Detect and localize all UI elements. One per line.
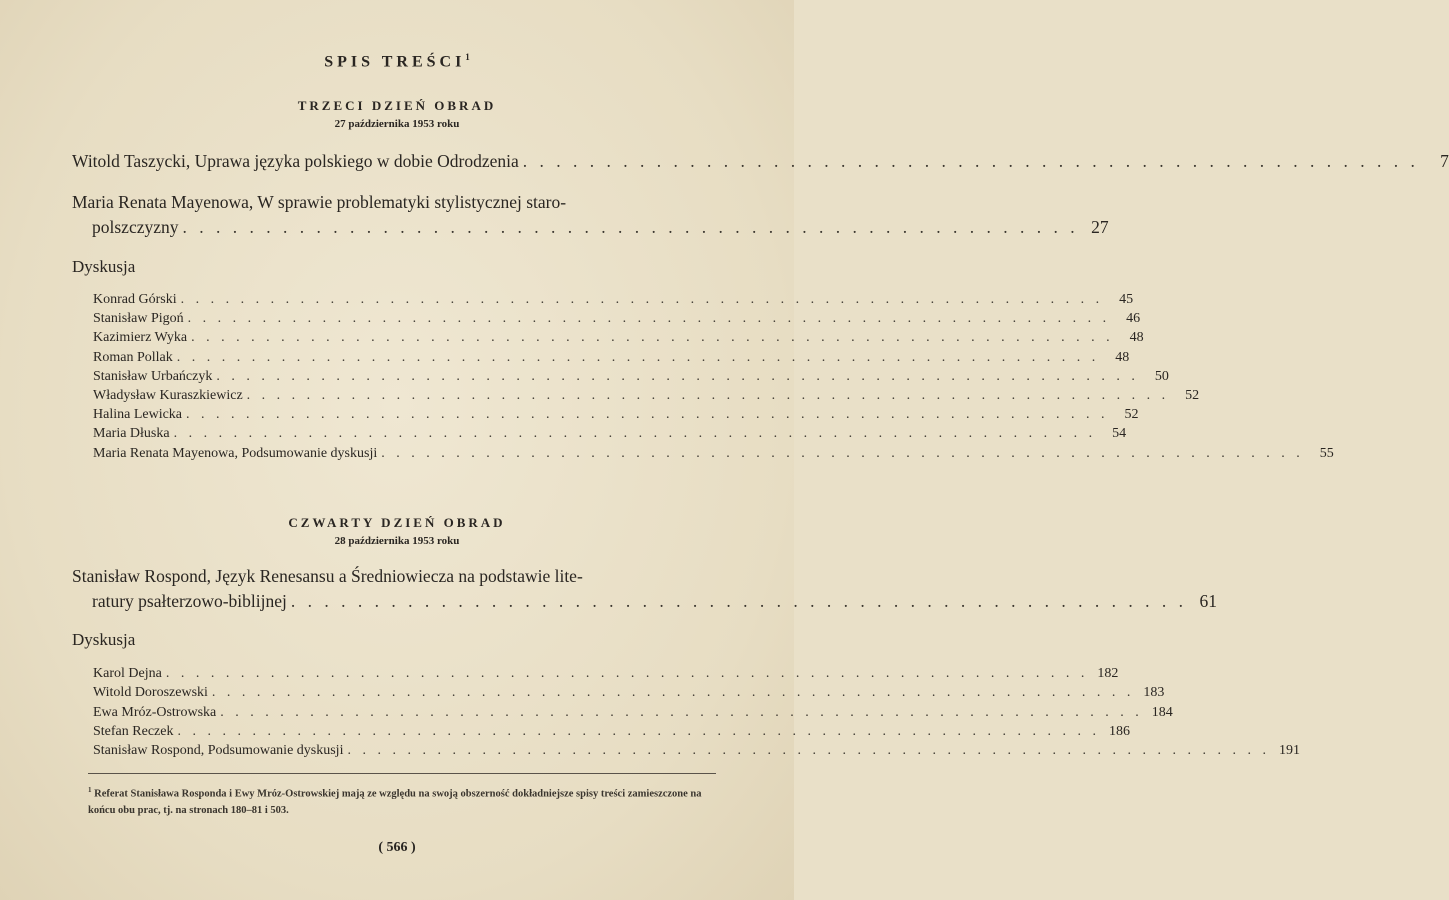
discussion-heading: Dyskusja xyxy=(72,257,136,276)
leader-dots: . . . . . . . . . . . . . . . . . . . . . . . . . . . . . . . . . . . . . . . . . . . . . . . . . . . . . . xyxy=(182,217,1079,237)
page-title: SPIS TREŚCI$^1$ xyxy=(324,52,470,71)
discussion-entry xyxy=(93,703,1173,722)
entry-page: 27 xyxy=(1091,217,1109,237)
discussant-name: Konrad Górski xyxy=(93,292,177,307)
discussant-name: Kazimierz Wyka xyxy=(93,330,188,346)
discussant-name: Roman Pollak xyxy=(93,349,173,365)
day4-heading: CZWARTY DZIEŃ OBRAD xyxy=(288,515,506,530)
entry-title-line1: Maria Renata Mayenowa, W sprawie problematyki stylistycznej staro- xyxy=(72,192,567,212)
footnote xyxy=(88,782,716,819)
leader-dots: . . . . . . . . . . . . . . . . . . . . . . . . . . . . . . . . . . . . . . . . . . . . . . . . . . . . . . . . . . . . . . xyxy=(347,743,1270,759)
entry-page: 7 xyxy=(1440,151,1449,171)
day4-date: 28 października 1953 roku xyxy=(334,535,460,547)
toc-entry xyxy=(72,148,1449,175)
entry-title-line2: ratury psałterzowo-biblijnej xyxy=(92,591,287,611)
entry-page: 52 xyxy=(1124,407,1139,423)
discussant-name: Witold Doroszewski xyxy=(93,685,208,701)
leader-dots: . . . . . . . . . . . . . . . . . . . . . . . . . . . . . . . . . . . . . . . . . . . . . . . . . . . . . . . . . . . . . . xyxy=(165,666,1089,681)
entry-page: 191 xyxy=(1278,743,1300,759)
leader-dots: . . . . . . . . . . . . . . . . . . . . . . . . . . . . . . . . . . . . . . . . . . . . . . . . . . . . . . . . . . . . . . xyxy=(180,292,1104,307)
entry-page: 50 xyxy=(1154,368,1169,384)
discussion-entry xyxy=(93,386,1200,405)
discussion-entry xyxy=(93,722,1130,741)
discussion-entry xyxy=(93,444,1334,463)
discussion-entry xyxy=(93,309,1141,328)
entry-title: Witold Taszycki, Uprawa języka polskiego w dobie Odrodzenia xyxy=(72,151,519,171)
discussion-entry xyxy=(93,405,1139,424)
entry-title-line1: Stanisław Rospond, Język Renesansu a Średniowiecza na podstawie lite- xyxy=(72,566,583,586)
discussant-name: Karol Dejna xyxy=(93,666,162,681)
entry-title-line2: polszczyzny xyxy=(92,217,179,237)
day3-heading: TRZECI DZIEŃ OBRAD xyxy=(297,98,497,113)
leader-dots: . . . . . . . . . . . . . . . . . . . . . . . . . . . . . . . . . . . . . . . . . . . . . . . . . . . . . . . . . . . . . . xyxy=(176,349,1100,365)
leader-dots: . . . . . . . . . . . . . . . . . . . . . . . . . . . . . . . . . . . . . . . . . . . . . . . . . . . . . . . . . . . . . . xyxy=(186,407,1109,423)
discussant-name: Stanisław Urbańczyk xyxy=(93,368,213,384)
title-footnote-mark: 1 xyxy=(465,52,470,62)
footnote-mark: 1 xyxy=(88,786,92,794)
entry-page: 61 xyxy=(1199,591,1217,611)
day3-date: 27 października 1953 roku xyxy=(334,118,460,130)
entry-page: 52 xyxy=(1185,388,1200,403)
leader-dots: . . . . . . . . . . . . . . . . . . . . . . . . . . . . . . . . . . . . . . . . . . . . . . . . . . . . . . . . . . . . . . xyxy=(211,685,1135,701)
discussion-entry xyxy=(93,328,1144,347)
footnote-divider xyxy=(88,773,716,774)
entry-page: 45 xyxy=(1119,292,1134,307)
entry-page: 54 xyxy=(1112,426,1127,442)
discussion-entry xyxy=(93,424,1127,443)
toc-entry xyxy=(92,214,1109,241)
entry-page: 46 xyxy=(1126,311,1141,327)
discussant-name: Halina Lewicka xyxy=(93,407,183,423)
discussion-entry xyxy=(93,348,1130,367)
leader-dots: . . . . . . . . . . . . . . . . . . . . . . . . . . . . . . . . . . . . . . . . . . . . . . . . . . . . . . . . . . . . . . xyxy=(173,426,1097,442)
discussant-name: Władysław Kuraszkiewicz xyxy=(93,388,243,403)
discussant-name: Stefan Reczek xyxy=(93,723,174,739)
discussant-name: Stanisław Rospond, Podsumowanie dyskusji xyxy=(93,743,344,759)
leader-dots: . . . . . . . . . . . . . . . . . . . . . . . . . . . . . . . . . . . . . . . . . . . . . . . . . . . . . . . . . . . . . . xyxy=(191,330,1114,346)
discussant-name: Maria Dłuska xyxy=(93,426,170,442)
leader-dots: . . . . . . . . . . . . . . . . . . . . . . . . . . . . . . . . . . . . . . . . . . . . . . . . . . . . . . . . . . . . . . xyxy=(381,445,1304,461)
discussion-entry xyxy=(93,741,1300,760)
entry-page: 48 xyxy=(1129,330,1144,346)
page-number: ( 566 ) xyxy=(378,840,416,855)
entry-page: 55 xyxy=(1319,445,1334,461)
leader-dots: . . . . . . . . . . . . . . . . . . . . . . . . . . . . . . . . . . . . . . . . . . . . . . . . . . . . . . xyxy=(522,151,1419,171)
entry-page: 183 xyxy=(1143,685,1165,701)
entry-page: 182 xyxy=(1097,666,1119,681)
discussion-entry xyxy=(93,664,1119,683)
discussion-heading: Dyskusja xyxy=(72,630,136,649)
leader-dots: . . . . . . . . . . . . . . . . . . . . . . . . . . . . . . . . . . . . . . . . . . . . . . . . . . . . . . . . . . . . . . xyxy=(187,311,1111,327)
entry-page: 48 xyxy=(1115,349,1130,365)
toc-entry xyxy=(92,588,1217,615)
discussant-name: Ewa Mróz-Ostrowska xyxy=(93,704,217,720)
leader-dots: . . . . . . . . . . . . . . . . . . . . . . . . . . . . . . . . . . . . . . . . . . . . . . . . . . . . . . . . . . . . . . xyxy=(220,704,1143,720)
leader-dots: . . . . . . . . . . . . . . . . . . . . . . . . . . . . . . . . . . . . . . . . . . . . . . . . . . . . . . . . . . . . . . xyxy=(177,723,1100,739)
discussion-entry xyxy=(93,367,1169,386)
discussant-name: Maria Renata Mayenowa, Podsumowanie dyskusji xyxy=(93,445,378,461)
entry-page: 186 xyxy=(1108,723,1130,739)
discussion-entry xyxy=(93,683,1165,702)
footnote-text: Referat Stanisława Rosponda i Ewy Mróz-Ostrowskiej mają ze względu na swoją obszerność dokładniejsze spisy treści zamieszczone na końcu obu prac, tj. na stronach 180–81 i 503. xyxy=(88,788,702,816)
leader-dots: . . . . . . . . . . . . . . . . . . . . . . . . . . . . . . . . . . . . . . . . . . . . . . . . . . . . . . xyxy=(290,591,1187,611)
entry-page: 184 xyxy=(1151,704,1173,720)
leader-dots: . . . . . . . . . . . . . . . . . . . . . . . . . . . . . . . . . . . . . . . . . . . . . . . . . . . . . . . . . . . . . . xyxy=(246,388,1170,403)
leader-dots: . . . . . . . . . . . . . . . . . . . . . . . . . . . . . . . . . . . . . . . . . . . . . . . . . . . . . . . . . . . . . . xyxy=(216,368,1139,384)
discussion-entry xyxy=(93,290,1134,309)
discussant-name: Stanisław Pigoń xyxy=(93,311,184,327)
